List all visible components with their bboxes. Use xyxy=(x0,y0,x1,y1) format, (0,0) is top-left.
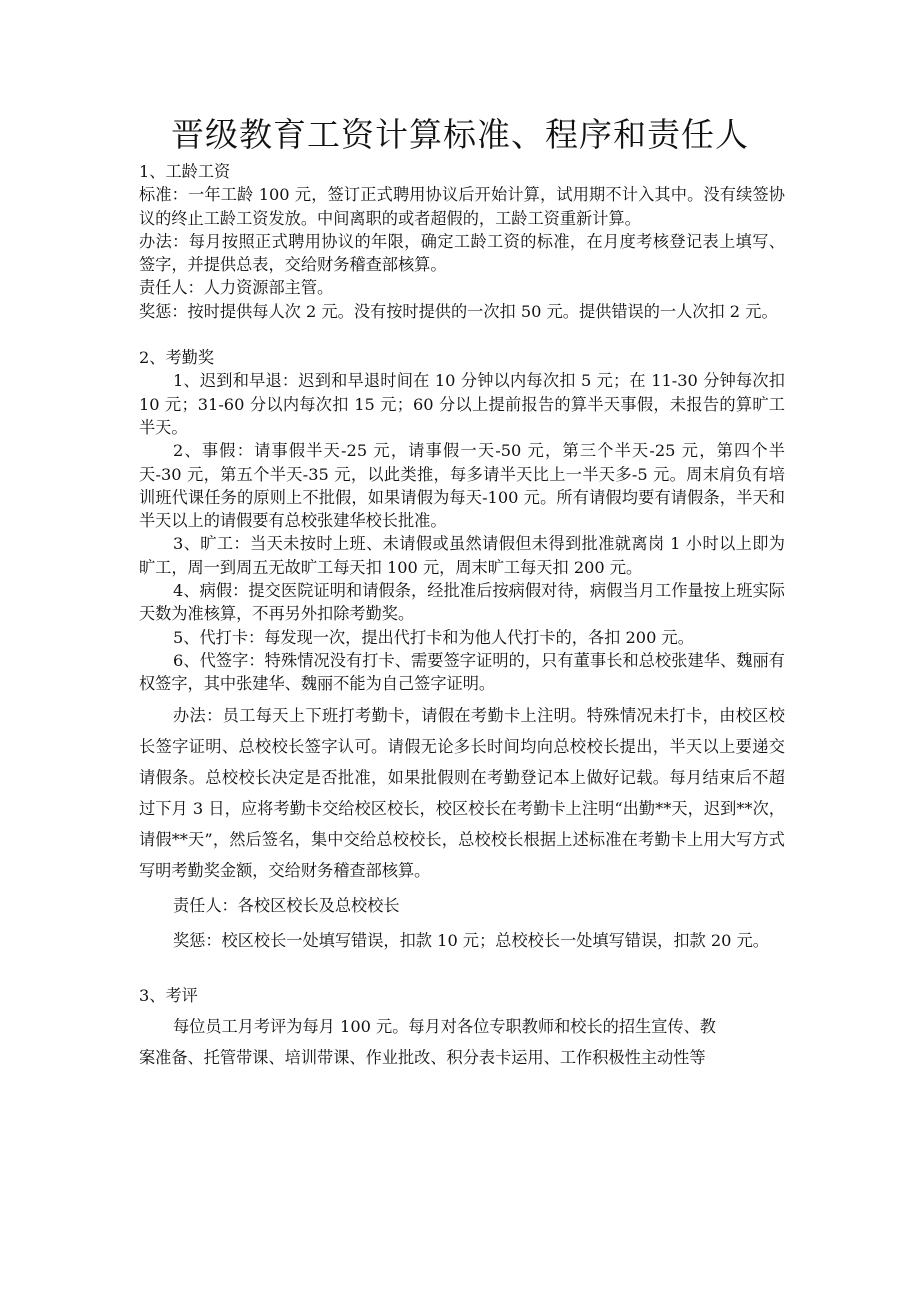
section-3-heading: 3、考评 xyxy=(139,985,198,1005)
section-2-method: 办法：员工每天上下班打考勤卡，请假在考勤卡上注明。特殊情况未打卡，由校区校长签字证明、总校校长签字认可。请假无论多长时间均向总校校长提出，半天以上要递交请假条。总校校长决定是否批准，如果批假则在考勤登记本上做好记载。每月结束后不超过下月 3 日，应将考勤卡交给校区校长，校区校长在考勤卡上注明“出勤**天，迟到**次，请假**天”，然后签名，集中交给总校校长，总校校长根据上述标准在考勤卡上用大写方式写明考勤奖金额，交给财务稽查部核算。 xyxy=(139,705,785,880)
document-title: 晋级教育工资计算标准、程序和责任人 xyxy=(171,115,749,154)
section-1-heading: 1、工龄工资 xyxy=(139,162,231,181)
section-1-responsible: 责任人：人力资源部主管。 xyxy=(139,278,334,298)
section-1-standard: 标准：一年工龄 100 元，签订正式聘用协议后开始计算，试用期不计入其中。没有续签协议的终止工龄工资发放。中间离职的或者超假的，工龄工资重新计算。 xyxy=(139,185,785,228)
section-1-reward: 奖惩：按时提供每人次 2 元。没有按时提供的一次扣 50 元。提供错误的一人次扣 2 元。 xyxy=(139,301,778,321)
section-3-line-1: 每位员工月考评为每月 100 元。每月对各位专职教师和校长的招生宣传、教 xyxy=(173,1016,716,1036)
section-2-item-3: 3、旷工：当天未按时上班、未请假或虽然请假但未得到批准就离岗 1 小时以上即为旷工，周一到周五无故旷工每天扣 100 元，周末旷工每天扣 200 元。 xyxy=(139,534,785,577)
section-2-responsible: 责任人：各校区校长及总校校长 xyxy=(173,895,400,915)
section-2-item-5: 5、代打卡：每发现一次，提出代打卡和为他人代打卡的，各扣 200 元。 xyxy=(173,627,694,647)
section-3-line-2: 案准备、托管带课、培训带课、作业批改、积分表卡运用、工作积极性主动性等 xyxy=(139,1047,706,1067)
section-2-item-2: 2、事假：请事假半天-25 元，请事假一天-50 元，第三个半天-25 元，第四个半天-30 元，第五个半天-35 元，以此类推，每多请半天比上一半天多-5 元。周末肩负有培训班代课任务的原则上不批假，如果请假为每天-100 元。所有请假均要有请假条，半天和半天以上的请假要有总校张建华校长批准。 xyxy=(139,441,785,531)
section-2-item-4: 4、病假：提交医院证明和请假条，经批准后按病假对待，病假当月工作量按上班实际天数为准核算，不再另外扣除考勤奖。 xyxy=(139,581,785,624)
section-2-reward: 奖惩：校区校长一处填写错误，扣款 10 元；总校校长一处填写错误，扣款 20 元。 xyxy=(173,930,769,950)
section-2-item-1: 1、迟到和早退：迟到和早退时间在 10 分钟以内每次扣 5 元；在 11-30 分钟每次扣 10 元；31-60 分以内每次扣 15 元；60 分以上提前报告的算半天事假，未报告的算旷工半天。 xyxy=(139,371,785,437)
section-2-item-6: 6、代签字：特殊情况没有打卡、需要签字证明的，只有董事长和总校张建华、魏丽有权签字，其中张建华、魏丽不能为自己签字证明。 xyxy=(139,650,785,694)
section-2-heading: 2、考勤奖 xyxy=(139,348,215,368)
document-body xyxy=(139,160,785,1073)
section-1-method: 办法：每月按照正式聘用协议的年限，确定工龄工资的标准，在月度考核登记表上填写、签字，并提供总表，交给财务稽查部核算。 xyxy=(139,231,785,275)
